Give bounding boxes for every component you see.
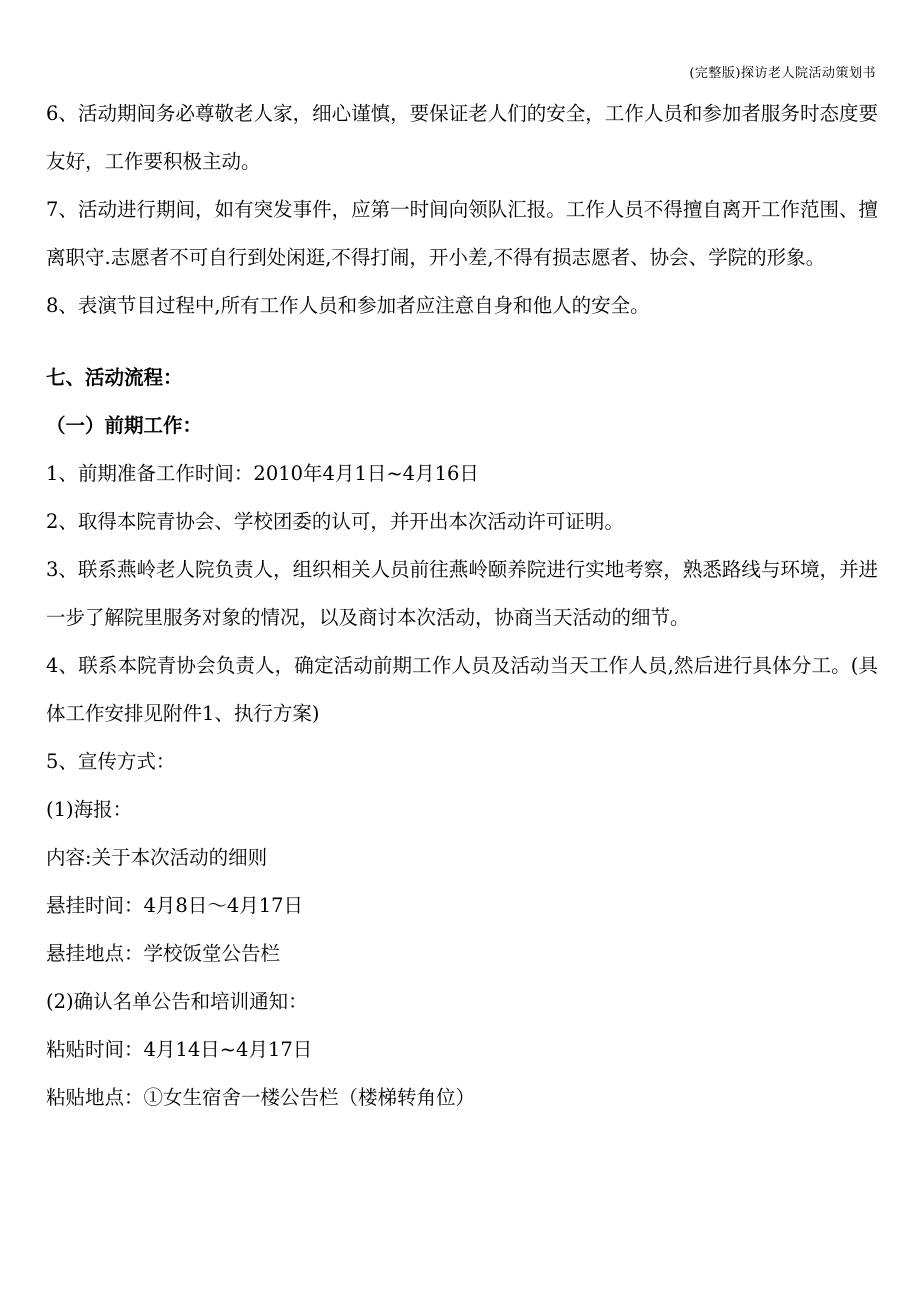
step-paragraph-5: 5、宣传方式：	[46, 750, 176, 773]
poster-hanging-location: 悬挂地点：学校饭堂公告栏	[46, 942, 281, 965]
rule-paragraph-8: 8、表演节目过程中,所有工作人员和参加者应注意自身和他人的安全。	[46, 294, 650, 317]
section-heading: 七、活动流程：	[46, 366, 183, 389]
step-paragraph-3: 3、联系燕岭老人院负责人，组织相关人员前往燕岭颐养院进行实地考察，熟悉路线与环境，并进一步了解院里服务对象的情况，以及商讨本次活动，协商当天活动的细节。	[46, 558, 878, 629]
poster-item: (1)海报：	[46, 798, 133, 821]
step-paragraph-2: 2、取得本院青协会、学校团委的认可，并开出本次活动许可证明。	[46, 510, 624, 533]
rule-paragraph-6: 6、活动期间务必尊敬老人家，细心谨慎，要保证老人们的安全，工作人员和参加者服务时态度要友好，工作要积极主动。	[46, 102, 878, 173]
notice-posting-time: 粘贴时间：4月14日~4月17日	[46, 1038, 313, 1061]
rule-paragraph-7: 7、活动进行期间，如有突发事件，应第一时间向领队汇报。工作人员不得擅自离开工作范围、擅离职守.志愿者不可自行到处闲逛,不得打闹，开小差,不得有损志愿者、协会、学院的形象。	[46, 198, 878, 269]
poster-hanging-time: 悬挂时间：4月8日～4月17日	[46, 894, 304, 917]
step-paragraph-1: 1、前期准备工作时间：2010年4月1日~4月16日	[46, 462, 479, 485]
page-header-title: (完整版)探访老人院活动策划书	[689, 66, 876, 81]
subsection-heading: （一）前期工作：	[46, 414, 203, 437]
notice-posting-location: 粘贴地点：①女生宿舍一楼公告栏（楼梯转角位）	[46, 1086, 476, 1109]
document-body	[46, 90, 878, 1122]
step-paragraph-4: 4、联系本院青协会负责人，确定活动前期工作人员及活动当天工作人员,然后进行具体分工。(具体工作安排见附件1、执行方案)	[46, 654, 878, 725]
notice-item: (2)确认名单公告和培训通知：	[46, 990, 308, 1013]
poster-content: 内容:关于本次活动的细则	[46, 846, 268, 869]
section-gap	[46, 330, 878, 354]
